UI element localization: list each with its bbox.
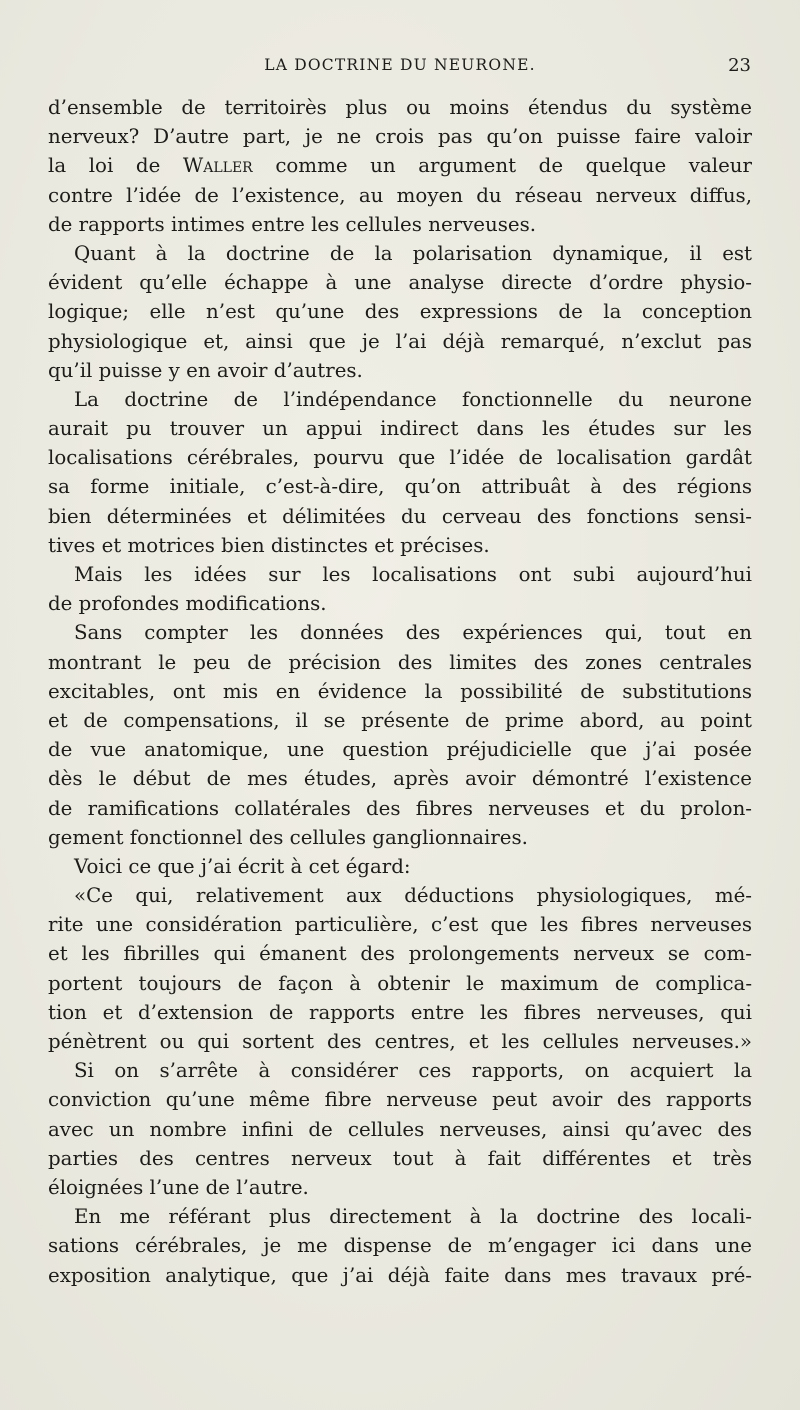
- text-line: Sans compter les données des expériences qui, tout en: [74, 621, 752, 645]
- running-head: [0, 56, 800, 80]
- text-line: pénètrent ou qui sortent des centres, et les cellules nerveuses.»: [48, 1030, 752, 1053]
- text-line: de profondes modifications.: [48, 592, 327, 616]
- text-line: de rapports intimes entre les cellules nerveuses.: [48, 212, 537, 236]
- text-line: sations cérébrales, je me dispense de m’engager ici dans une: [48, 1234, 752, 1258]
- text-line: dès le début de mes études, après avoir démontré l’existence: [48, 767, 752, 791]
- text-line: localisations cérébrales, pourvu que l’idée de localisation gardât: [48, 446, 752, 470]
- text-line: Si on s’arrête à considérer ces rapports, on acquiert la: [74, 1059, 752, 1083]
- text-line: aurait pu trouver un appui indirect dans les études sur les: [48, 417, 752, 441]
- text-line: Quant à la doctrine de la polarisation dynamique, il est: [74, 241, 752, 265]
- text-fragment: comme un argument de quelque valeur: [252, 154, 752, 178]
- text-line: Mais les idées sur les localisations ont subi aujourd’hui: [74, 563, 752, 586]
- author-name: Waller: [182, 154, 253, 178]
- text-line: «Ce qui, relativement aux déductions physiologiques, mé-: [74, 884, 752, 908]
- text-line: contre l’idée de l’existence, au moyen du réseau nerveux diffus,: [48, 183, 752, 207]
- text-line: nerveux? D’autre part, je ne crois pas qu’on puisse faire valoir: [48, 125, 752, 149]
- text-line: avec un nombre infini de cellules nerveuses, ainsi qu’avec des: [48, 1117, 752, 1141]
- page-number: 23: [728, 55, 751, 76]
- text-line: rite une considération particulière, c’est que les fibres nerveuses: [48, 913, 752, 937]
- text-line: d’ensemble de territoirès plus ou moins étendus du système: [48, 96, 752, 119]
- text-line: de ramifications collatérales des fibres nerveuses et du prolon-: [48, 796, 752, 820]
- text-line: physiologique et, ainsi que je l’ai déjà remarqué, n’exclut pas: [48, 329, 752, 353]
- text-line: sa forme initiale, c’est-à-dire, qu’on attribuât à des régions: [48, 475, 752, 499]
- text-fragment: la loi de: [48, 154, 183, 178]
- text-line: La doctrine de l’indépendance fonctionnelle du neurone: [74, 387, 752, 411]
- text-line: qu’il puisse y en avoir d’autres.: [48, 358, 363, 382]
- text-line: tion et d’extension de rapports entre les fibres nerveuses, qui: [48, 1000, 752, 1024]
- text-line: conviction qu’une même fibre nerveuse peut avoir des rapports: [48, 1088, 752, 1112]
- text-line: bien déterminées et délimitées du cerveau des fonctions sensi-: [48, 504, 752, 528]
- text-line: éloignées l’une de l’autre.: [48, 1175, 309, 1199]
- text-line: montrant le peu de précision des limites des zones centrales: [48, 650, 752, 674]
- text-line: logique; elle n’est qu’une des expressions de la conception: [48, 300, 752, 324]
- text-line: et les fibrilles qui émanent des prolongements nerveux se com-: [48, 942, 752, 966]
- text-line: tives et motrices bien distinctes et précises.: [48, 533, 490, 557]
- body-text: [48, 93, 752, 1290]
- text-line: parties des centres nerveux tout à fait différentes et très: [48, 1146, 752, 1170]
- text-line: exposition analytique, que j’ai déjà faite dans mes travaux pré-: [48, 1263, 752, 1287]
- text-line: gement fonctionnel des cellules ganglionnaires.: [48, 825, 528, 849]
- text-line: [48, 151, 752, 180]
- running-title: LA DOCTRINE DU NEURONE.: [264, 56, 536, 74]
- text-line: portent toujours de façon à obtenir le maximum de complica-: [48, 971, 752, 995]
- text-line: et de compensations, il se présente de prime abord, au point: [48, 708, 752, 732]
- text-line: de vue anatomique, une question préjudicielle que j’ai posée: [48, 738, 752, 762]
- text-line: Voici ce que j’ai écrit à cet égard:: [74, 854, 411, 878]
- text-line: excitables, ont mis en évidence la possibilité de substitutions: [48, 679, 752, 703]
- text-line: évident qu’elle échappe à une analyse directe d’ordre physio-: [48, 271, 752, 295]
- text-line: En me référant plus directement à la doctrine des locali-: [74, 1205, 752, 1229]
